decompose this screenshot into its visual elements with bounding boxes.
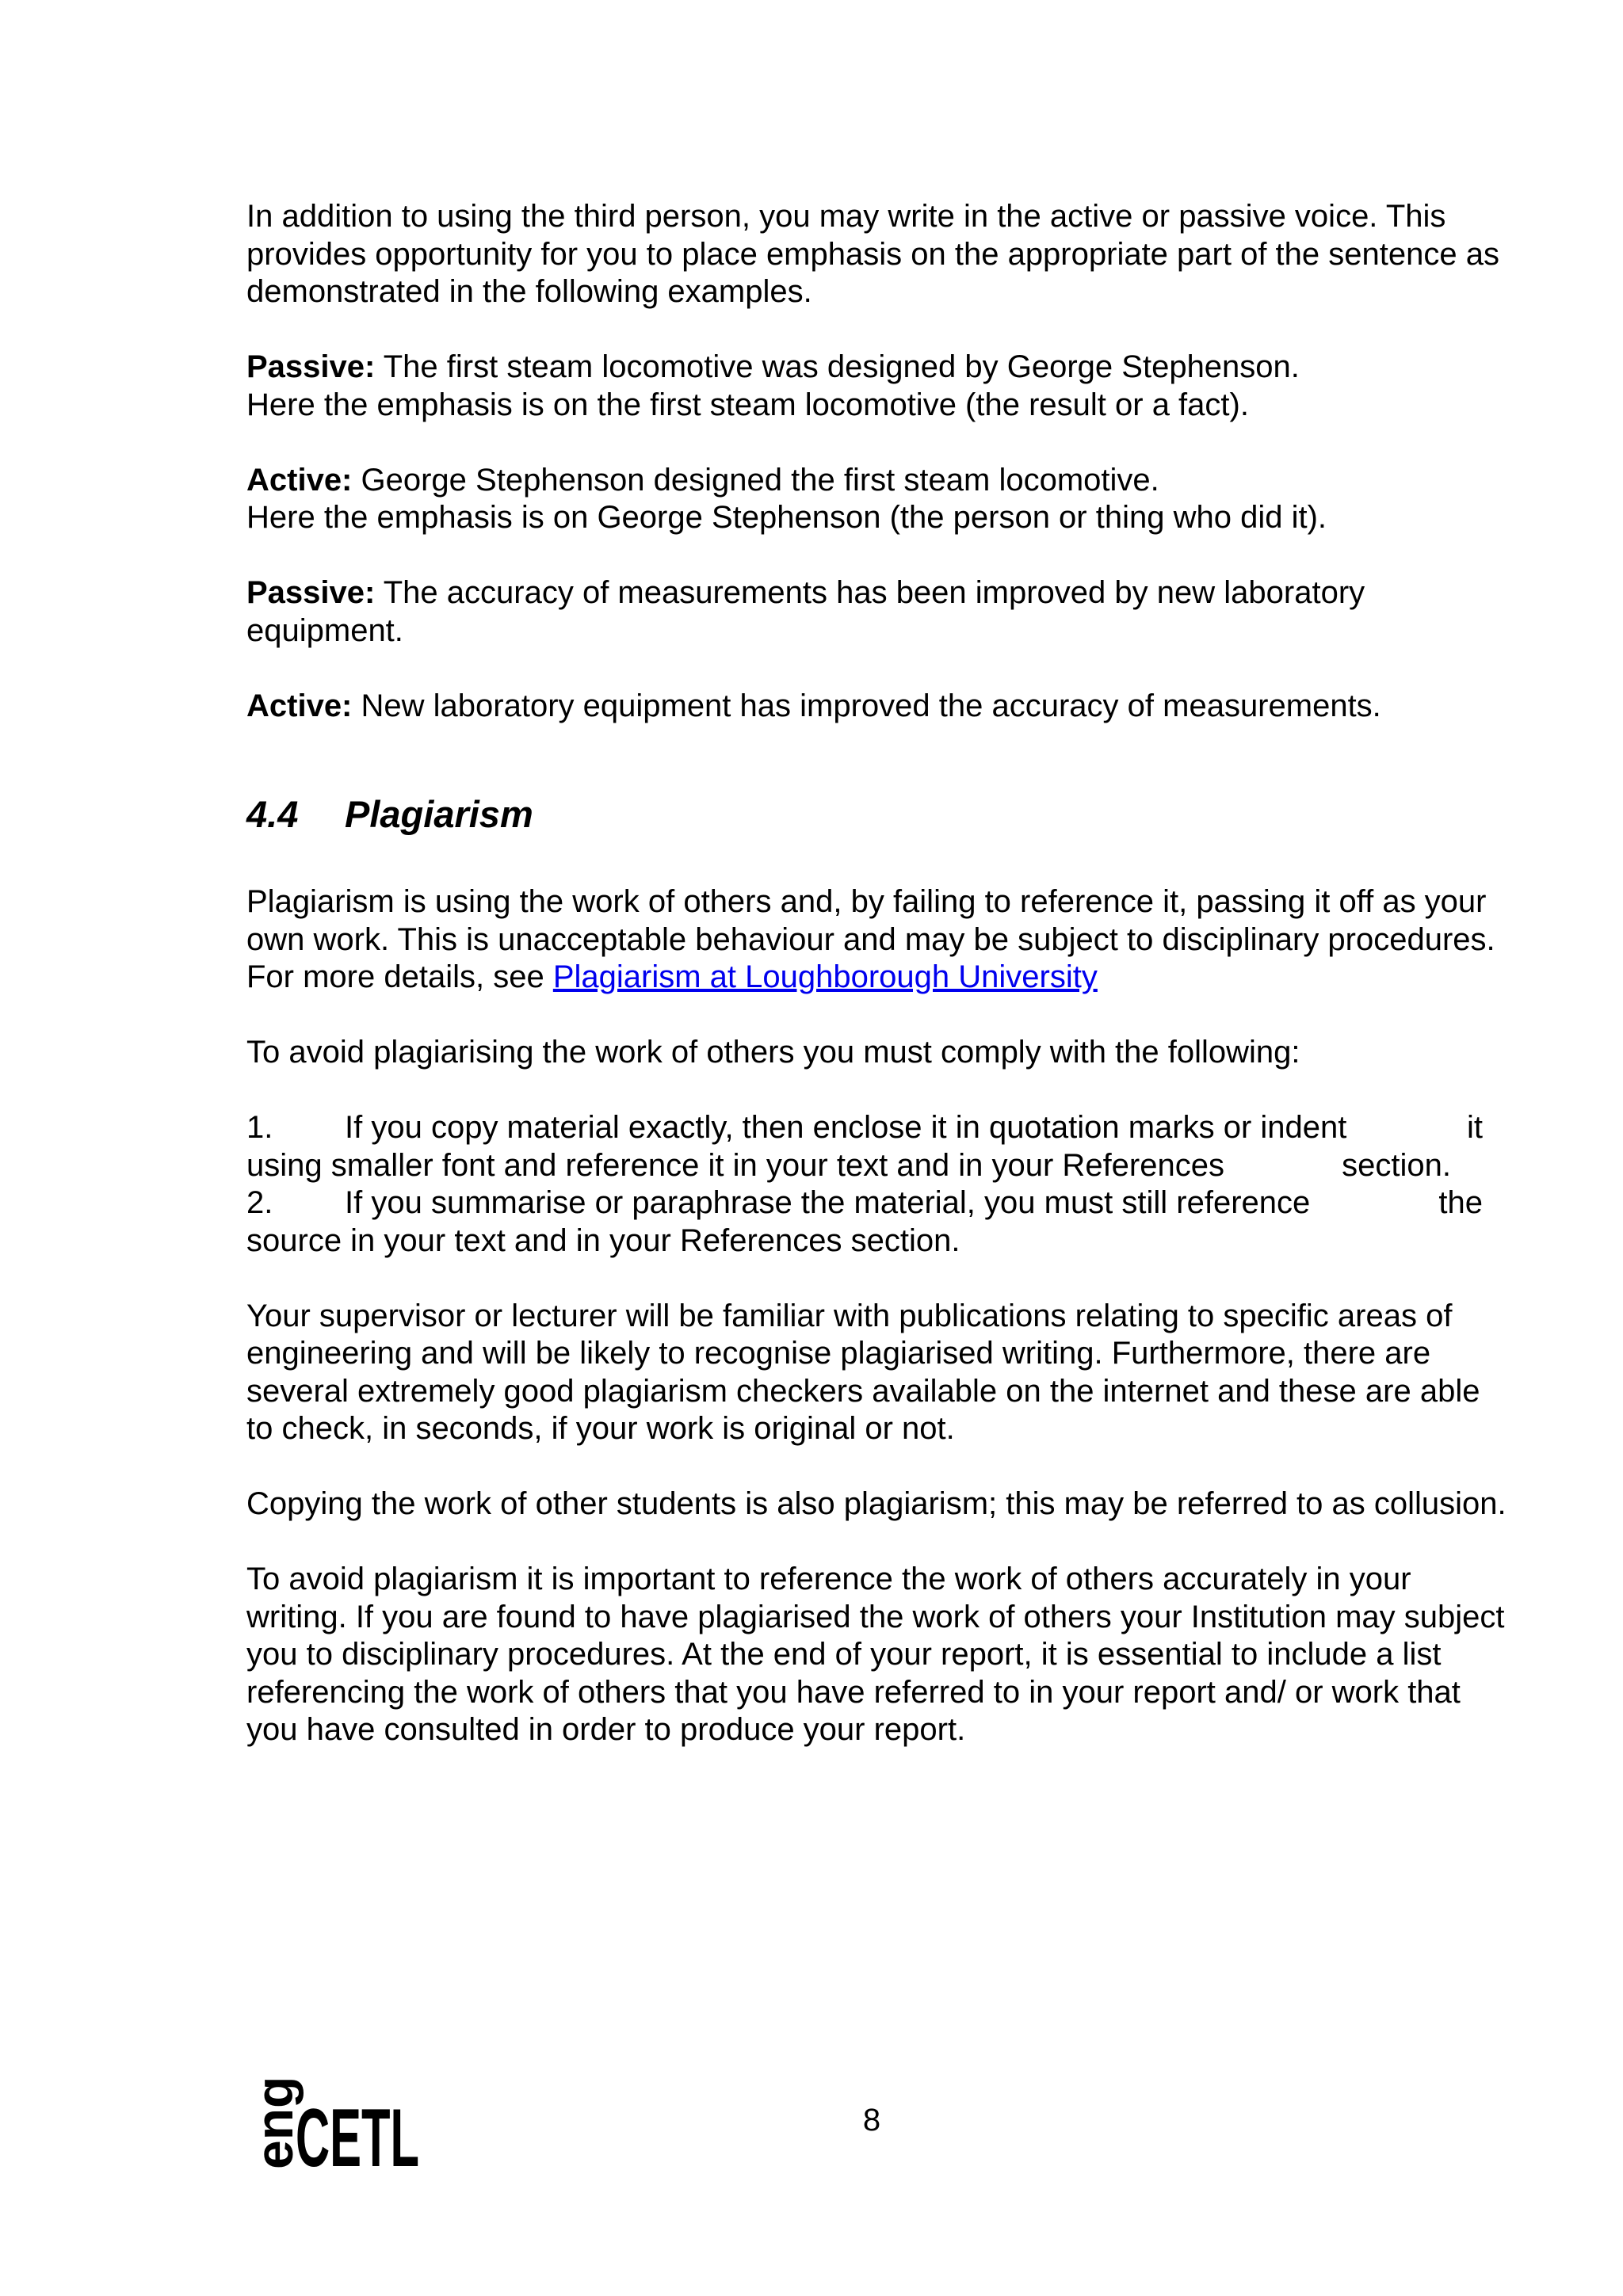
example-active-2 <box>246 688 1514 726</box>
example-text: New laboratory equipment has improved the accuracy of measurements. <box>352 688 1381 723</box>
example-passive-1 <box>246 349 1514 387</box>
list-item <box>246 1109 1514 1184</box>
list-item-text: If you copy material exactly, then enclose it in quotation marks or indent <box>345 1110 1347 1145</box>
example-note-1: Here the emphasis is on the first steam locomotive (the result or a fact). <box>246 387 1249 422</box>
plagiarism-policy-link[interactable]: Plagiarism at Loughborough University <box>552 959 1098 994</box>
page-content <box>246 198 1514 1749</box>
example-text: The first steam locomotive was designed by George Stephenson. <box>375 349 1300 384</box>
list-item-text: using smaller font and reference it in your text and in your References <box>246 1147 1224 1183</box>
supervisor-paragraph: Your supervisor or lecturer will be familiar with publications relating to specific areas of engineering and will be likely to recognise plagiarised writing. Furthermore, there are several extremely good plagiarism checkers available on the internet and these are able to check, in seconds, if your work is original or not. <box>246 1298 1480 1446</box>
section-title: Plagiarism <box>345 793 533 835</box>
example-label: Active: <box>246 688 353 723</box>
avoid-plagiarism-intro: To avoid plagiarising the work of others you must comply with the following: <box>246 1035 1300 1070</box>
list-item-line <box>246 1184 1514 1222</box>
example-text: The accuracy of measurements has been improved by new laboratory equipment. <box>246 575 1365 648</box>
example-passive-2 <box>246 574 1514 650</box>
plagiarism-definition-paragraph <box>246 883 1514 997</box>
list-item-text: If you summarise or paraphrase the material, you must still reference <box>345 1185 1311 1220</box>
rules-list <box>246 1109 1514 1260</box>
engcetl-logo <box>245 2076 419 2184</box>
list-item-line <box>246 1109 1514 1147</box>
referencing-paragraph: To avoid plagiarism it is important to reference the work of others accurately in your writing. If you are found to have plagiarised the work of others your Institution may subject you to disciplinary procedures. At the end of your report, it is essential to include a list referencing the work of others that you have referred to in your report and/ or work that you have consulted in order to produce your report. <box>246 1562 1505 1747</box>
list-item-line-end: it <box>1467 1110 1483 1145</box>
section-number: 4.4 <box>246 793 299 835</box>
example-note-2: Here the emphasis is on George Stephenson (the person or thing who did it). <box>246 500 1327 535</box>
section-heading <box>246 792 1514 836</box>
example-active-1 <box>246 462 1514 500</box>
list-item-line <box>246 1147 1514 1185</box>
list-item-line-end: section. <box>1342 1147 1451 1183</box>
paragraph-text: Plagiarism is using the work of others and, by failing to reference it, passing it off as your own work. This is unacceptable behaviour and may be subject to disciplinary procedures. For more details, see <box>246 884 1495 994</box>
example-text: George Stephenson designed the first steam locomotive. <box>352 462 1159 498</box>
example-label: Passive: <box>246 575 376 610</box>
example-label: Active: <box>246 462 353 498</box>
list-item-first-line <box>246 1109 1346 1147</box>
intro-paragraph: In addition to using the third person, you may write in the active or passive voice. This provides opportunity for you to place emphasis on the appropriate part of the sentence as demonstrated in the following examples. <box>246 199 1499 309</box>
list-item-first-line <box>246 1184 1310 1222</box>
list-item <box>246 1184 1514 1260</box>
list-item-line <box>246 1222 1514 1261</box>
example-label: Passive: <box>246 349 376 384</box>
collusion-paragraph: Copying the work of other students is also plagiarism; this may be referred to as collusion. <box>246 1486 1507 1521</box>
logo-eng-text: eng <box>245 2076 304 2169</box>
list-item-line-end: the <box>1438 1185 1483 1220</box>
page-number: 8 <box>862 2103 881 2138</box>
list-item-number: 2. <box>246 1185 273 1220</box>
list-item-text: source in your text and in your References section. <box>246 1222 960 1258</box>
list-item-number: 1. <box>246 1110 273 1145</box>
logo-cetl-text: CETL <box>296 2092 419 2184</box>
